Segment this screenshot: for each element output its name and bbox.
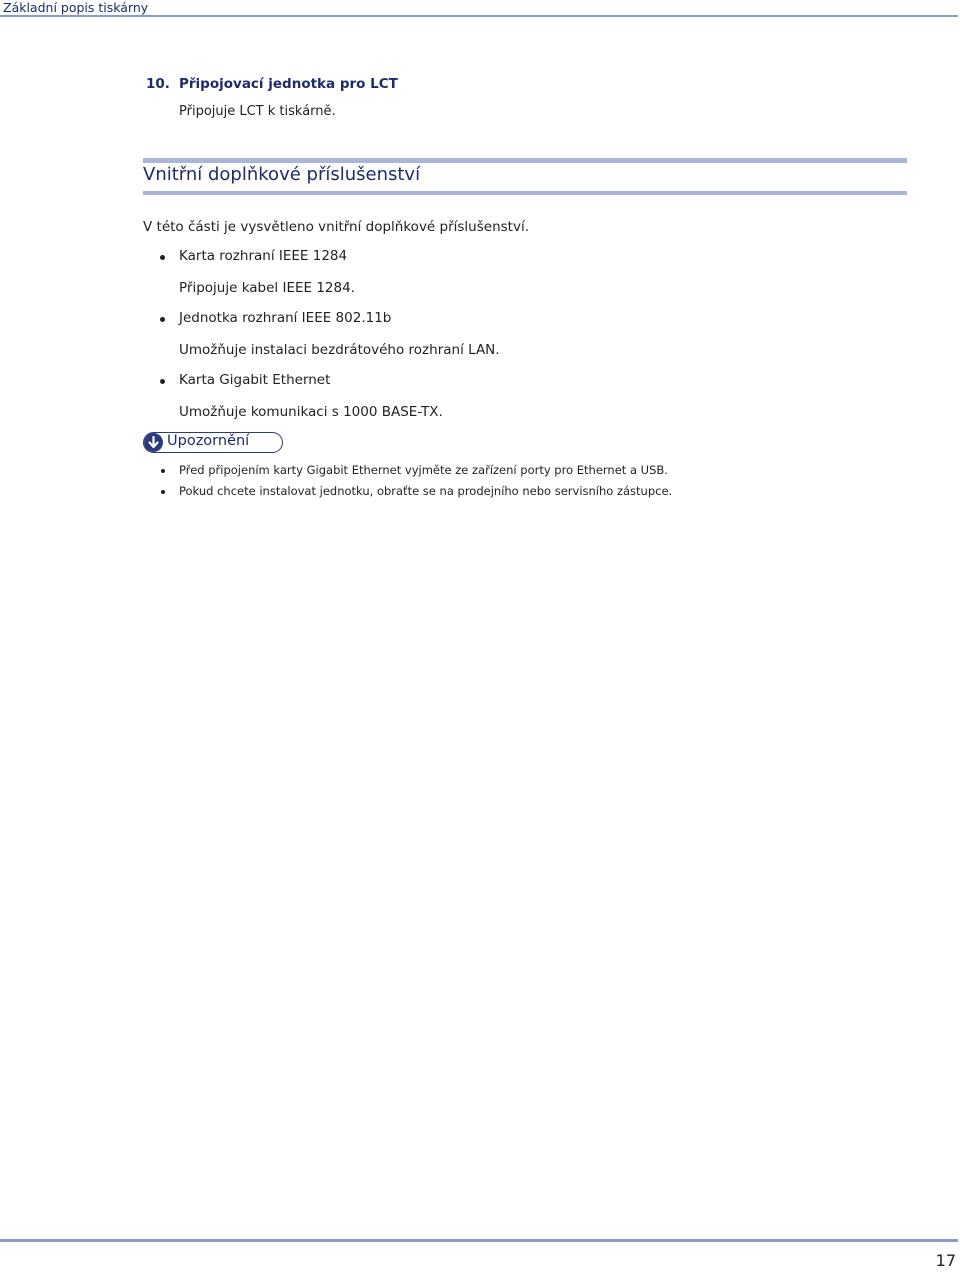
caution-note: Před připojením karty Gigabit Ethernet vyjměte ze zařízení porty pro Ethernet a USB.	[179, 463, 668, 477]
section-title: Vnitřní doplňkové příslušenství	[143, 164, 421, 185]
footer-rule	[0, 1239, 958, 1242]
bullet-icon	[160, 255, 165, 260]
item-description: Připojuje LCT k tiskárně.	[179, 104, 336, 119]
bullet-icon	[160, 317, 165, 322]
caution-note: Pokud chcete instalovat jednotku, obraťte se na prodejního nebo servisního zástupce.	[179, 484, 673, 498]
option-label: Karta Gigabit Ethernet	[179, 372, 331, 388]
section-rule-bottom	[143, 191, 907, 195]
option-label: Karta rozhraní IEEE 1284	[179, 248, 348, 264]
option-description: Připojuje kabel IEEE 1284.	[179, 280, 355, 296]
running-header: Základní popis tiskárny	[3, 0, 149, 15]
caution-label: Upozornění	[167, 433, 250, 449]
option-description: Umožňuje instalaci bezdrátového rozhraní LAN.	[179, 342, 500, 358]
item-number: 10.	[146, 76, 170, 92]
section-intro: V této části je vysvětleno vnitřní doplňkové příslušenství.	[143, 219, 529, 235]
header-rule	[0, 15, 958, 17]
bullet-icon	[161, 490, 165, 494]
down-arrow-icon	[144, 433, 163, 452]
bullet-icon	[161, 469, 165, 473]
option-description: Umožňuje komunikaci s 1000 BASE-TX.	[179, 404, 443, 420]
section-rule-top	[143, 158, 907, 163]
page-number: 17	[935, 1251, 956, 1270]
bullet-icon	[160, 379, 165, 384]
caution-box	[143, 432, 283, 453]
option-label: Jednotka rozhraní IEEE 802.11b	[179, 310, 392, 326]
item-title: Připojovací jednotka pro LCT	[179, 76, 398, 92]
